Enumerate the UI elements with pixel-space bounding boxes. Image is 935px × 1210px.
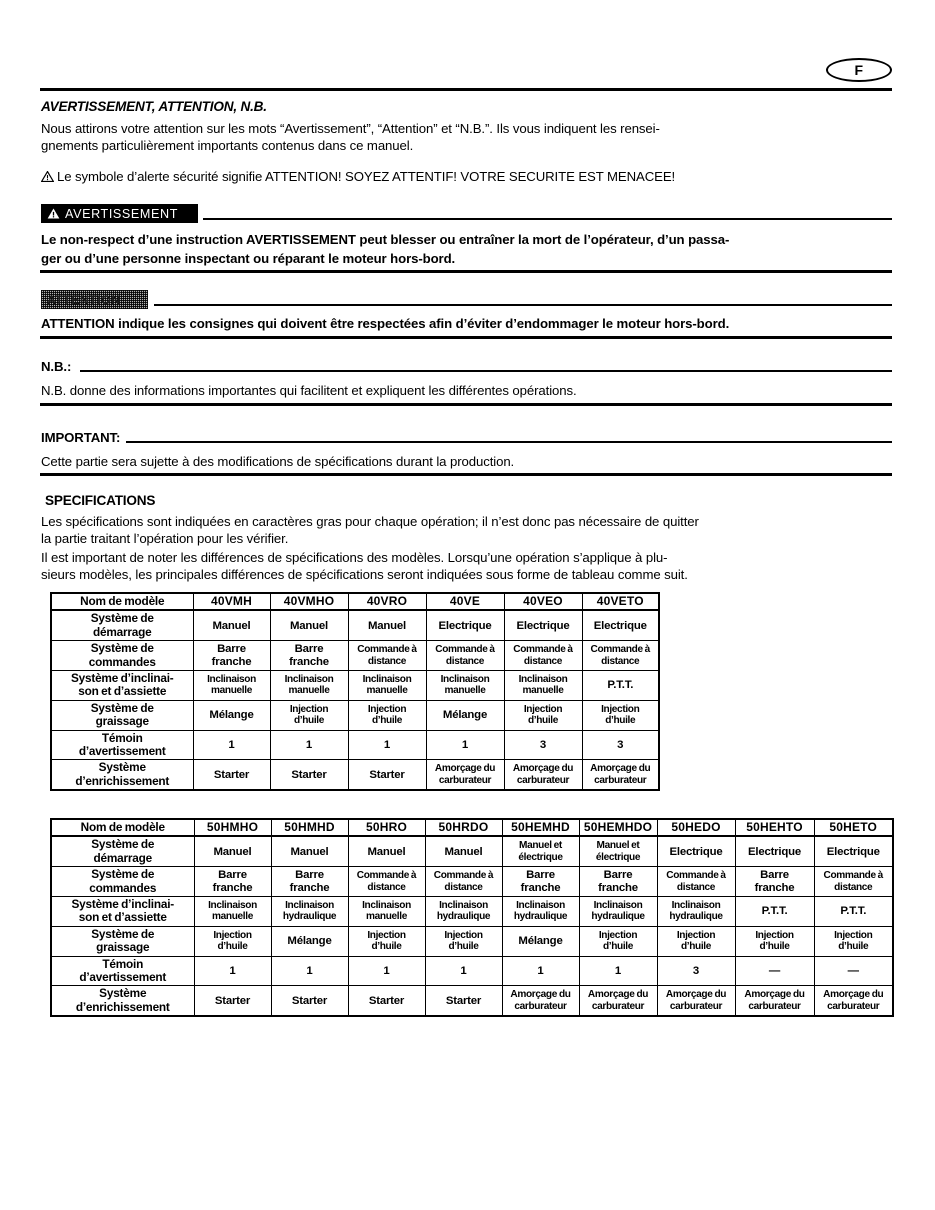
avertissement-body-line1: Le non-respect d’une instruction AVERTISSEMENT peut blesser ou entraîner la mort de l’opérateur, d’un passa- (41, 232, 730, 247)
row-header-cell (51, 700, 193, 730)
spec-cell: Manuel (271, 836, 348, 866)
table-row (51, 836, 893, 866)
spec-cell: Amorçage du carburateur (426, 760, 504, 790)
spec-cell: Injection d’huile (425, 926, 502, 956)
spec-cell: Commande à distance (657, 867, 735, 897)
spec-cell: Manuel et électrique (502, 836, 579, 866)
spec-cell: Injection d’huile (348, 926, 425, 956)
spec-cell: Inclinaison manuelle (426, 671, 504, 701)
spec-cell: Inclinaison hydraulique (502, 897, 579, 927)
table2-body (51, 819, 893, 1016)
model-name-cell: 40VMH (193, 593, 270, 610)
spec-cell: Injection d’huile (504, 700, 582, 730)
spec-cell: Amorçage du carburateur (502, 986, 579, 1016)
row-header-line2: démarrage (92, 624, 152, 639)
avertissement-badge-label: AVERTISSEMENT (65, 206, 179, 221)
spec-cell: 3 (582, 730, 659, 760)
table-row (51, 641, 659, 671)
spec-cell: Barre franche (193, 641, 270, 671)
spec-cell: Amorçage du carburateur (735, 986, 814, 1016)
spec-cell: Barre franche (735, 867, 814, 897)
spec-cell: Electrique (657, 836, 735, 866)
spec-cell: Inclinaison manuelle (193, 671, 270, 701)
spec-cell: 3 (504, 730, 582, 760)
nb-bottom-rule (40, 403, 892, 406)
table-row (51, 867, 893, 897)
spec-cell: Manuel (348, 610, 426, 640)
row-header-line1: Témoin (101, 730, 143, 745)
row-header-cell (51, 986, 194, 1016)
nb-label-rule (80, 370, 892, 372)
row-header-cell (51, 730, 193, 760)
row-header-cell (51, 897, 194, 927)
warnings-intro-line1: Nous attirons votre attention sur les mots “Avertissement”, “Attention” et “N.B.”. Ils vous indiquent les rensei- (41, 121, 660, 136)
specifications-table-40-series (50, 592, 660, 791)
spec-cell: Manuel (270, 610, 348, 640)
country-code-badge (826, 58, 892, 82)
row-header-line1: Témoin (102, 956, 144, 971)
row-header-line1: Système de (90, 611, 154, 626)
specifications-table-50-series (50, 818, 894, 1017)
spec-line1: Les spécifications sont indiquées en caractères gras pour chaque opération; il n’est donc pas nécessaire de quitter (41, 514, 699, 529)
spec-cell: Inclinaison hydraulique (271, 897, 348, 927)
row-header-cell (51, 836, 194, 866)
table-row (51, 956, 893, 986)
spec-cell: Inclinaison manuelle (348, 671, 426, 701)
warnings-intro-line2: gnements particulièrement importants contenus dans ce manuel. (41, 138, 414, 153)
nb-label: N.B.: (41, 359, 72, 374)
model-name-cell: 50HETO (814, 819, 893, 836)
spec-cell: 1 (425, 956, 502, 986)
model-name-cell: 50HMHO (194, 819, 271, 836)
spec-cell: Inclinaison manuelle (348, 897, 425, 927)
spec-cell: Mélange (193, 700, 270, 730)
spec-cell: — (814, 956, 893, 986)
row-header-cell (51, 956, 194, 986)
spec-cell: Barre franche (579, 867, 657, 897)
spec-cell: P.T.T. (735, 897, 814, 927)
spec-cell: Injection d’huile (270, 700, 348, 730)
spec-cell: Starter (193, 760, 270, 790)
spec-cell: 3 (657, 956, 735, 986)
spec-cell: 1 (348, 956, 425, 986)
spec-cell: Starter (425, 986, 502, 1016)
spec-line3: Il est important de noter les différences de spécifications des modèles. Lorsqu’une opération s’applique à plu- (41, 550, 668, 565)
row-header-line2: son et d’assiette (78, 684, 167, 699)
section-heading-specifications: SPECIFICATIONS (45, 493, 156, 508)
spec-cell: Inclinaison hydraulique (425, 897, 502, 927)
spec-cell: Injection d’huile (814, 926, 893, 956)
table-row (51, 760, 659, 790)
spec-cell: 1 (502, 956, 579, 986)
row-header-cell (51, 760, 193, 790)
table-row (51, 593, 659, 610)
spec-cell: Amorçage du carburateur (657, 986, 735, 1016)
spec-cell: Amorçage du carburateur (814, 986, 893, 1016)
model-name-cell: 40VE (426, 593, 504, 610)
spec-cell: Barre franche (502, 867, 579, 897)
spec-cell: Starter (194, 986, 271, 1016)
spec-cell: 1 (426, 730, 504, 760)
spec-cell: Electrique (735, 836, 814, 866)
spec-cell: Electrique (814, 836, 893, 866)
row-header-line1: Système de (90, 641, 154, 656)
spec-cell: 1 (270, 730, 348, 760)
spec-cell: 1 (193, 730, 270, 760)
spec-cell: Barre franche (194, 867, 271, 897)
important-label-rule (126, 441, 892, 443)
table-row (51, 926, 893, 956)
row-header-line2: d’enrichissement (75, 999, 170, 1014)
row-header-line2: d’avertissement (79, 970, 167, 985)
spec-line4: sieurs modèles, les principales différences de spécifications seront indiquées sous forme de tableau comme suit. (41, 567, 688, 582)
spec-cell: 1 (194, 956, 271, 986)
model-name-cell: 40VETO (582, 593, 659, 610)
spec-cell: Inclinaison manuelle (194, 897, 271, 927)
spec-cell: Manuel (425, 836, 502, 866)
spec-cell: Commande à distance (504, 641, 582, 671)
spec-cell: Injection d’huile (579, 926, 657, 956)
avertissement-body-line2: ger ou d’une personne inspectant ou réparant le moteur hors-bord. (41, 251, 456, 266)
spec-cell: Injection d’huile (582, 700, 659, 730)
attention-badge (41, 290, 148, 309)
safety-symbol-line (41, 167, 921, 186)
spec-cell: Starter (348, 986, 425, 1016)
row-header-line2: graissage (96, 940, 150, 955)
spec-cell: Electrique (426, 610, 504, 640)
row-header-line1: Système de (91, 867, 155, 882)
row-header-cell (51, 926, 194, 956)
spec-cell: Electrique (582, 610, 659, 640)
spec-cell: Commande à distance (582, 641, 659, 671)
row-header-line1: Système (99, 986, 147, 1001)
spec-cell: P.T.T. (582, 671, 659, 701)
table-row (51, 986, 893, 1016)
spec-cell: Mélange (271, 926, 348, 956)
row-header-cell (51, 671, 193, 701)
spec-cell: Injection d’huile (194, 926, 271, 956)
attention-body: ATTENTION indique les consignes qui doivent être respectées afin d’éviter d’endommager le moteur hors-bord. (41, 316, 730, 331)
row-header-cell (51, 641, 193, 671)
row-header-line1: Système de (91, 837, 155, 852)
attention-badge-rule (154, 304, 892, 306)
spec-cell: Amorçage du carburateur (579, 986, 657, 1016)
spec-cell: Injection d’huile (735, 926, 814, 956)
row-header-line1: Système d’inclinai- (71, 897, 175, 912)
model-name-cell: 40VRO (348, 593, 426, 610)
spec-cell: Barre franche (270, 641, 348, 671)
avertissement-bottom-rule (40, 270, 892, 273)
spec-cell: Injection d’huile (657, 926, 735, 956)
warning-triangle-icon (47, 208, 60, 219)
model-name-cell: 50HEMHD (502, 819, 579, 836)
row-header-line2: démarrage (93, 850, 153, 865)
spec-cell: Inclinaison manuelle (270, 671, 348, 701)
model-name-cell: 50HEHTO (735, 819, 814, 836)
row-header-line2: commandes (88, 654, 156, 669)
table-row (51, 671, 659, 701)
spec-cell: Amorçage du carburateur (504, 760, 582, 790)
avertissement-badge-rule (203, 218, 892, 220)
spec-cell: Starter (270, 760, 348, 790)
important-bottom-rule (40, 473, 892, 476)
row-header-line2: commandes (89, 880, 157, 895)
row-header-cell: Nom de modèle (51, 819, 194, 836)
spec-cell: Inclinaison manuelle (504, 671, 582, 701)
table-row (51, 897, 893, 927)
spec-cell: P.T.T. (814, 897, 893, 927)
spec-cell: Commande à distance (348, 641, 426, 671)
spec-cell: Inclinaison hydraulique (657, 897, 735, 927)
spec-cell: 1 (348, 730, 426, 760)
spec-cell: Inclinaison hydraulique (579, 897, 657, 927)
row-header-line1: Système (98, 760, 146, 775)
spec-cell: Starter (271, 986, 348, 1016)
spec-cell: Commande à distance (425, 867, 502, 897)
alert-triangle-icon (41, 168, 54, 179)
spec-cell: Manuel (348, 836, 425, 866)
model-name-cell: 40VMHO (270, 593, 348, 610)
row-header-line2: son et d’assiette (78, 910, 167, 925)
spec-cell: Manuel (193, 610, 270, 640)
table-row (51, 700, 659, 730)
spec-cell: Amorçage du carburateur (582, 760, 659, 790)
spec-cell: 1 (271, 956, 348, 986)
model-name-cell: 40VEO (504, 593, 582, 610)
country-code-label: F (854, 62, 864, 78)
row-header-line2: graissage (95, 714, 149, 729)
attention-badge-label: ATTENTION (47, 292, 121, 307)
model-name-cell: 50HRDO (425, 819, 502, 836)
spec-cell: Mélange (502, 926, 579, 956)
important-body: Cette partie sera sujette à des modifications de spécifications durant la production. (41, 454, 515, 469)
model-name-cell: 50HMHD (271, 819, 348, 836)
safety-symbol-text: Le symbole d’alerte sécurité signifie ATTENTION! SOYEZ ATTENTIF! VOTRE SECURITE EST MENACEE! (57, 169, 676, 184)
spec-cell: Manuel (194, 836, 271, 866)
model-name-cell: 50HEMHDO (579, 819, 657, 836)
row-header-line2: d’enrichissement (75, 773, 170, 788)
row-header-line2: d’avertissement (78, 744, 166, 759)
row-header-cell (51, 867, 194, 897)
spec-cell: — (735, 956, 814, 986)
avertissement-badge (41, 204, 198, 223)
spec-cell: Barre franche (271, 867, 348, 897)
spec-cell: Injection d’huile (348, 700, 426, 730)
table-row (51, 730, 659, 760)
spec-cell: Electrique (504, 610, 582, 640)
row-header-line1: Système d’inclinai- (70, 671, 174, 686)
spec-cell: Commande à distance (348, 867, 425, 897)
top-divider-rule (40, 88, 892, 91)
spec-cell: Commande à distance (814, 867, 893, 897)
spec-cell: Mélange (426, 700, 504, 730)
important-label: IMPORTANT: (41, 430, 121, 445)
row-header-cell (51, 610, 193, 640)
model-name-cell: 50HRO (348, 819, 425, 836)
spec-line2: la partie traitant l’opération pour les vérifier. (41, 531, 289, 546)
table-row (51, 819, 893, 836)
table1-body (51, 593, 659, 790)
row-header-cell: Nom de modèle (51, 593, 193, 610)
section-heading-warnings: AVERTISSEMENT, ATTENTION, N.B. (41, 99, 267, 114)
model-name-cell: 50HEDO (657, 819, 735, 836)
row-header-line1: Système de (90, 700, 154, 715)
spec-cell: Commande à distance (426, 641, 504, 671)
spec-cell: 1 (579, 956, 657, 986)
attention-bottom-rule (40, 336, 892, 339)
row-header-line1: Système de (91, 926, 155, 941)
nb-body: N.B. donne des informations importantes qui facilitent et expliquent les différentes opérations. (41, 383, 577, 398)
table-row (51, 610, 659, 640)
spec-cell: Manuel et électrique (579, 836, 657, 866)
spec-cell: Starter (348, 760, 426, 790)
